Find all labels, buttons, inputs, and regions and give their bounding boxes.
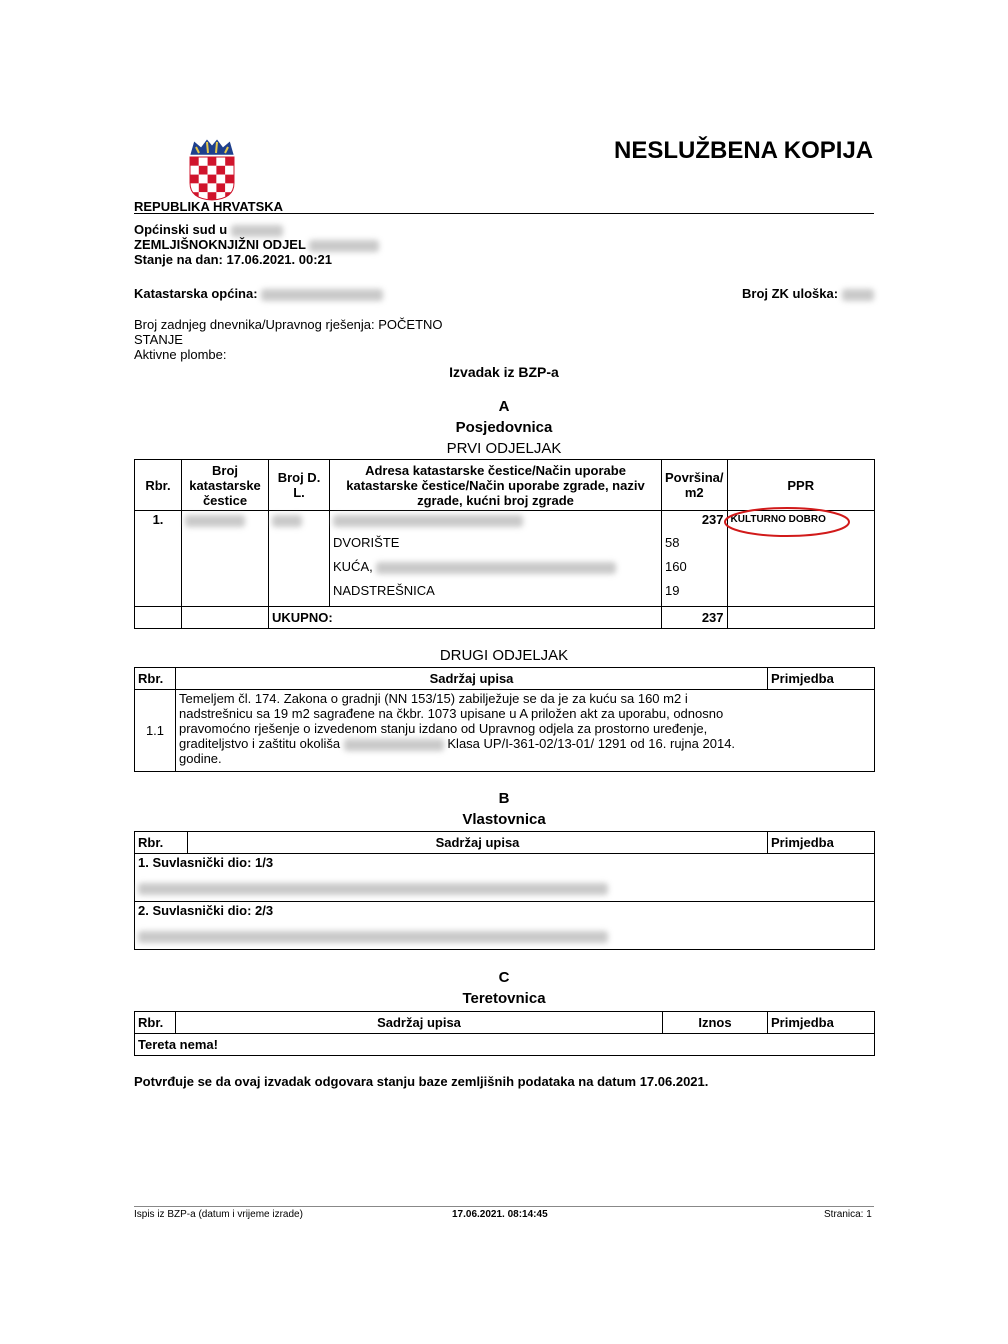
confirmation-text: Potvrđuje se da ovaj izvadak odgovara stanju baze zemljišnih podataka na datum 17.06.2021. [134, 1074, 709, 1089]
col-primjedba: Primjedba [768, 1012, 875, 1034]
row-broj [182, 511, 269, 607]
col-povrsina: Površina/ m2 [662, 460, 728, 511]
shield-square [199, 157, 208, 166]
col-rbr: Rbr. [135, 1012, 176, 1034]
section-c-name: Teretovnica [462, 990, 546, 1007]
ppr-value: KULTURNO DOBRO [730, 514, 826, 525]
redacted-cadastral [261, 289, 383, 301]
footer-divider [134, 1206, 874, 1207]
extract-title: Izvadak iz BZP-a [449, 364, 559, 380]
republic-label: REPUBLIKA HRVATSKA [134, 199, 284, 214]
shield-square [199, 183, 208, 192]
shield-square [190, 166, 199, 175]
diary-line-1: Broj zadnjeg dnevnika/Upravnog rješenja: POČETNO [134, 317, 443, 332]
state-date: Stanje na dan: 17.06.2021. 00:21 [134, 252, 332, 267]
document-title: NESLUŽBENA KOPIJA [614, 137, 874, 164]
col-broj: Broj katastarske čestice [182, 460, 269, 511]
entry-line: nadstrešnicu sa 19 m2 sagrađene na čkbr. 1073 upisane u A priložen akt za uporabu, odnosno [179, 706, 724, 721]
table-b [134, 831, 875, 950]
sub-row-name: DVORIŠTE [333, 535, 400, 550]
row-brojd [269, 511, 330, 607]
col-sadrzaj: Sadržaj upisa [176, 668, 768, 690]
shield-square [225, 175, 234, 184]
sub-row-area: 160 [665, 559, 687, 574]
owner-row [135, 902, 875, 950]
entry-line: pravomoćno rješenje o izvedenom stanju izdano od Upravnog odjela za prostorno uređenje, [179, 721, 708, 736]
col-rbr: Rbr. [135, 460, 182, 511]
highlight-ellipse [722, 505, 854, 539]
header-divider [134, 213, 874, 214]
court-line [134, 222, 283, 237]
second-part-title: DRUGI ODJELJAK [439, 647, 569, 664]
row-number: 1.1 [135, 690, 176, 772]
zk-label: Broj ZK uloška: [742, 286, 839, 301]
shield-square [216, 183, 225, 192]
shield-square [225, 157, 234, 166]
sub-row-name [330, 555, 661, 579]
first-part-title: PRVI ODJELJAK [446, 440, 562, 457]
seals-line: Aktivne plombe: [134, 347, 227, 362]
col-rbr: Rbr. [135, 668, 176, 690]
sub-row-name: NADSTREŠNICA [333, 583, 435, 598]
col-primjedba: Primjedba [768, 832, 875, 854]
zk-line [742, 286, 874, 301]
cadastral-label: Katastarska općina: [134, 286, 258, 301]
entry-line [179, 736, 765, 751]
footer-right: Stranica: 1 [824, 1209, 872, 1220]
share-label: 2. Suvlasnički dio: 2/3 [138, 903, 274, 918]
sub-row-name-text: KUĆA, [333, 559, 373, 574]
section-b-letter: B [498, 790, 510, 807]
coat-of-arms-icon [188, 137, 236, 201]
owner-row [135, 854, 875, 902]
entry-text-part: graditeljstvo i zaštitu okoliša [179, 736, 341, 751]
col-primjedba: Primjedba [768, 668, 875, 690]
diary-line-2: STANJE [134, 332, 183, 347]
col-brojd: Broj D. L. [269, 460, 330, 511]
entry-text [176, 690, 768, 772]
shield-square [199, 175, 208, 184]
col-sadrzaj: Sadržaj upisa [188, 832, 768, 854]
table-c [134, 1011, 875, 1056]
footer-center: 17.06.2021. 08:14:45 [452, 1209, 548, 1220]
shield-square [208, 157, 217, 166]
col-adresa: Adresa katastarske čestice/Način uporabe katastarske čestice/Način uporabe zgrade, naziv zgrade, kućni broj zgrade [330, 460, 662, 511]
department-line [134, 237, 379, 252]
no-burdens: Tereta nema! [135, 1034, 875, 1056]
col-sadrzaj: Sadržaj upisa [176, 1012, 663, 1034]
redacted-dl [272, 515, 302, 527]
redacted-parcel [185, 515, 245, 527]
total-label: UKUPNO: [269, 607, 662, 629]
row-adresa [330, 511, 662, 607]
redacted-court [231, 225, 283, 237]
shield-square [208, 166, 217, 175]
col-ppr: PPR [727, 460, 874, 511]
shield-square [225, 166, 234, 175]
row-povrsina [662, 511, 728, 607]
section-a-name: Posjedovnica [455, 419, 553, 436]
shield-square [199, 166, 208, 175]
table-a-first [134, 459, 875, 629]
section-c-letter: C [498, 969, 510, 986]
crown-icon [190, 139, 234, 155]
shield-square [208, 175, 217, 184]
redacted-department [309, 240, 379, 252]
row-area: 237 [701, 512, 724, 527]
shield-square [190, 175, 199, 184]
table-a-second [134, 667, 875, 772]
shield-square [190, 157, 199, 166]
court-label: Općinski sud u [134, 222, 228, 237]
redacted-office [344, 739, 444, 751]
entry-line: godine. [179, 751, 222, 766]
sub-row-area: 58 [665, 535, 680, 550]
section-b-name: Vlastovnica [462, 811, 546, 828]
entry-text-part: Klasa UP/I-361-02/13-01/ 1291 od 16. rujna 2014. [447, 736, 736, 751]
redacted-owner [138, 931, 608, 943]
redacted-house [376, 562, 616, 574]
shield-square [216, 175, 225, 184]
col-iznos: Iznos [663, 1012, 768, 1034]
department-label: ZEMLJIŠNOKNJIŽNI ODJEL [134, 237, 306, 252]
footer-left: Ispis iz BZP-a (datum i vrijeme izrade) [134, 1209, 303, 1220]
shield-square [208, 183, 217, 192]
shield-square [216, 166, 225, 175]
cadastral-line [134, 286, 383, 301]
section-a-letter: A [498, 398, 510, 415]
entry-line: Temeljem čl. 174. Zakona o gradnji (NN 153/15) zabilježuje se da je za kuću sa 160 m2 i [179, 691, 688, 706]
total-value: 237 [662, 607, 728, 629]
share-label: 1. Suvlasnički dio: 1/3 [138, 855, 274, 870]
redacted-zk [842, 289, 874, 301]
col-rbr: Rbr. [135, 832, 188, 854]
redacted-address [333, 515, 523, 527]
shield-square [216, 157, 225, 166]
redacted-owner [138, 883, 608, 895]
sub-row-area: 19 [665, 583, 680, 598]
row-number: 1. [135, 511, 182, 607]
